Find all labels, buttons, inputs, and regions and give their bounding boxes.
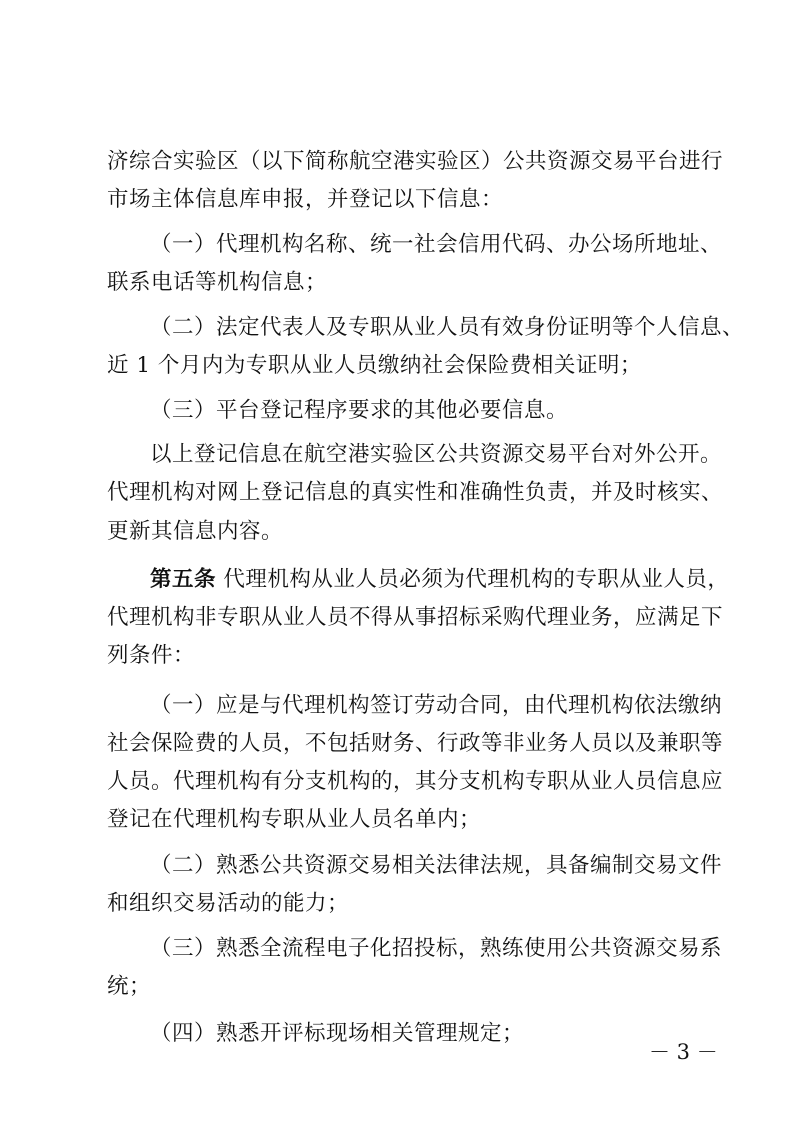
paragraph-line: 列条件： bbox=[107, 643, 196, 668]
article-five-text: 代理机构从业人员必须为代理机构的专职从业人员， bbox=[223, 567, 730, 592]
paragraph-line: （一）应是与代理机构签订劳动合同，由代理机构依法缴纳 bbox=[150, 693, 723, 718]
paragraph-line: （三）平台登记程序要求的其他必要信息。 bbox=[150, 398, 569, 423]
paragraph-line: 登记在代理机构专职从业人员名单内； bbox=[107, 807, 482, 832]
paragraph-line: 更新其信息内容。 bbox=[107, 519, 284, 544]
paragraph-line: 人员。代理机构有分支机构的，其分支机构专职从业人员信息应 bbox=[107, 769, 724, 794]
paragraph-line: 代理机构对网上登记信息的真实性和准确性负责，并及时核实、 bbox=[107, 480, 724, 505]
paragraph-line: 代理机构非专职从业人员不得从事招标采购代理业务，应满足下 bbox=[107, 605, 724, 630]
paragraph-line: 市场主体信息库申报，并登记以下信息： bbox=[107, 187, 504, 212]
paragraph-line: 济综合实验区（以下简称航空港实验区）公共资源交易平台进行 bbox=[107, 149, 724, 174]
paragraph-line: 统； bbox=[107, 974, 152, 999]
paragraph-line: （四）熟悉开评标现场相关管理规定； bbox=[150, 1021, 525, 1046]
paragraph-line: （一）代理机构名称、统一社会信用代码、办公场所地址、 bbox=[150, 232, 723, 257]
paragraph-line: 和组织交易活动的能力； bbox=[107, 891, 350, 916]
page-number: － 3 － bbox=[649, 1040, 718, 1064]
article-five-line bbox=[150, 566, 740, 594]
paragraph-line: 近 1 个月内为专职从业人员缴纳社会保险费相关证明； bbox=[107, 353, 642, 378]
article-five-title: 第五条 bbox=[150, 567, 217, 592]
paragraph-line: 社会保险费的人员，不包括财务、行政等非业务人员以及兼职等 bbox=[107, 731, 724, 756]
paragraph-line: （三）熟悉全流程电子化招投标，熟练使用公共资源交易系 bbox=[150, 936, 723, 961]
paragraph-line: （二）熟悉公共资源交易相关法律法规，具备编制交易文件 bbox=[150, 853, 723, 878]
paragraph-line: 以上登记信息在航空港实验区公共资源交易平台对外公开。 bbox=[150, 442, 723, 467]
paragraph-line: 联系电话等机构信息； bbox=[107, 270, 328, 295]
paragraph-line: （二）法定代表人及专职从业人员有效身份证明等个人信息、 bbox=[150, 315, 745, 340]
